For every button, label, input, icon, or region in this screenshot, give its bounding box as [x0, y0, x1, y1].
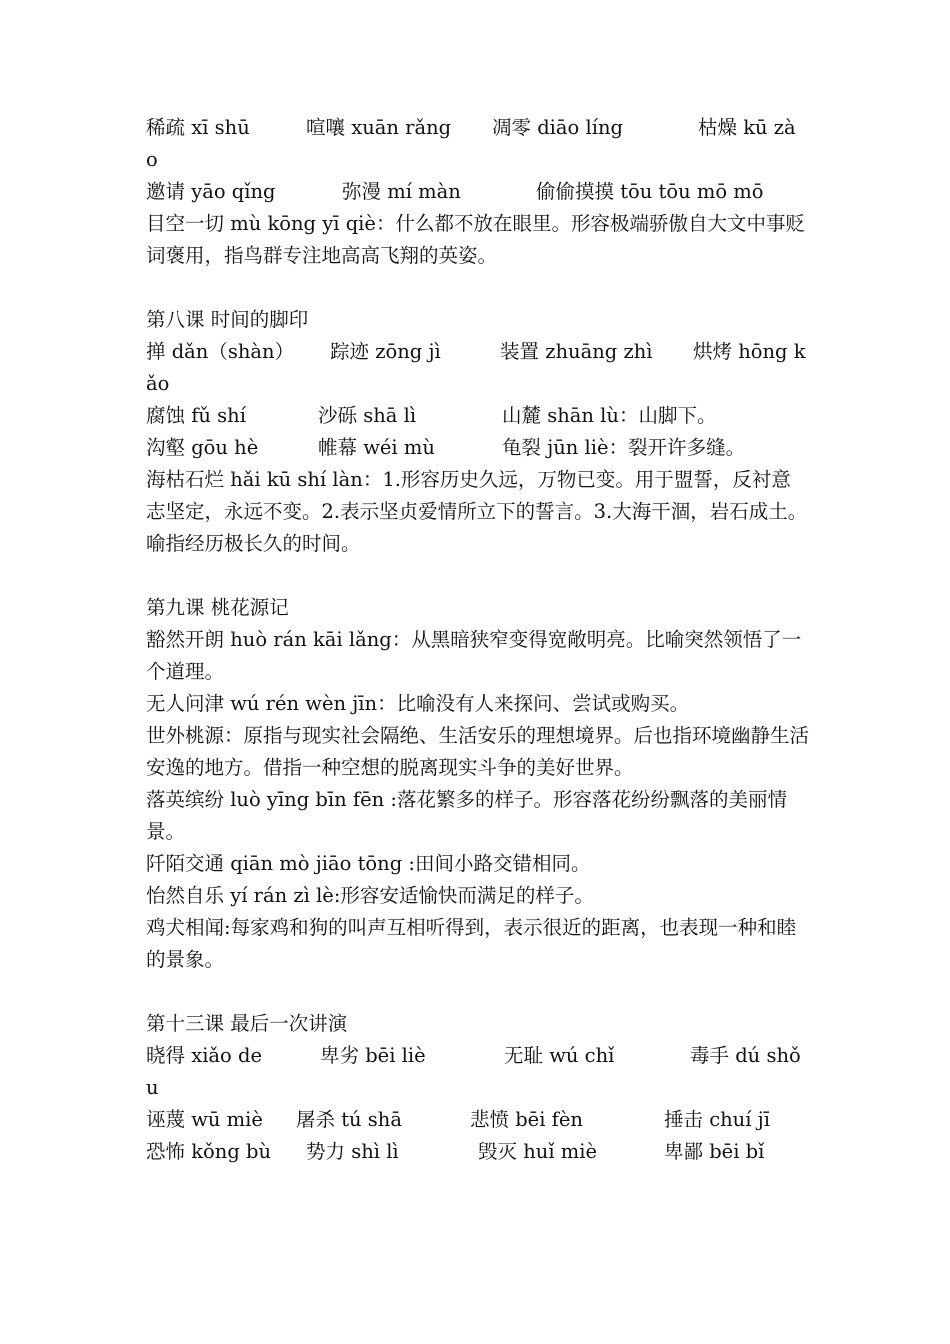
vocab-row-wrap: o	[146, 148, 158, 171]
vocab-item: 腐蚀 fǔ shí	[146, 404, 246, 427]
vocab-item: 沟壑 gōu hè	[146, 436, 259, 459]
vocab-item: 无耻 wú chǐ	[504, 1044, 615, 1067]
vocab-item: 凋零 diāo líng	[492, 116, 623, 139]
spacer	[146, 560, 810, 592]
definition-paragraph: 目空一切 mù kōng yī qiè：什么都不放在眼里。形容极端骄傲自大文中事贬词褒用，指鸟群专注地高高飞翔的英姿。	[146, 212, 805, 267]
vocab-row-wrap: u	[146, 1076, 159, 1099]
vocab-row	[146, 400, 810, 432]
definition-item: 阡陌交通 qiān mò jiāo tōng :田间小路交错相同。	[146, 852, 591, 875]
vocab-item: 悲愤 bēi fèn	[470, 1108, 583, 1131]
definition-item: 世外桃源：原指与现实社会隔绝、生活安乐的理想境界。后也指环境幽静生活安逸的地方。借指一种空想的脱离现实斗争的美好世界。	[146, 724, 810, 779]
vocab-item: 山麓 shān lù：山脚下。	[502, 404, 717, 427]
vocab-item: 毁灭 huǐ miè	[478, 1140, 598, 1163]
vocab-row	[146, 1104, 810, 1136]
vocab-row	[146, 336, 810, 368]
definition-item: 落英缤纷 luò yīng bīn fēn :落花繁多的样子。形容落花纷纷飘落的美丽情景。	[146, 788, 787, 843]
vocab-item: 势力 shì lì	[306, 1140, 399, 1163]
definition-item: 无人问津 wú rén wèn jīn：比喻没有人来探问、尝试或购买。	[146, 692, 690, 715]
definition-paragraph: 海枯石烂 hǎi kū shí làn：1.形容历史久远，万物已变。用于盟誓，反衬意志坚定，永远不变。2.表示坚贞爱情所立下的誓言。3.大海干涸，岩石成土。喻指经历极长久的时间。	[146, 468, 808, 555]
vocab-item: 沙砾 shā lì	[318, 404, 417, 427]
vocab-row	[146, 1040, 810, 1072]
vocab-item: 恐怖 kǒng bù	[146, 1140, 272, 1163]
vocab-item: 龟裂 jūn liè：裂开许多缝。	[502, 436, 746, 459]
vocab-row	[146, 432, 810, 464]
lesson-title: 第八课 时间的脚印	[146, 308, 309, 331]
vocab-item: 喧嚷 xuān rǎng	[306, 116, 452, 139]
vocab-item: 捶击 chuí jī	[664, 1108, 770, 1131]
vocab-row	[146, 176, 810, 208]
vocab-item: 帷幕 wéi mù	[318, 436, 435, 459]
vocab-item: 屠杀 tú shā	[296, 1108, 402, 1131]
document-page	[146, 112, 810, 1168]
vocab-item: 诬蔑 wū miè	[146, 1108, 263, 1131]
spacer	[146, 976, 810, 1008]
lesson-title: 第九课 桃花源记	[146, 596, 289, 619]
vocab-item: 掸 dǎn（shàn）	[146, 340, 295, 363]
vocab-item: 弥漫 mí màn	[342, 180, 461, 203]
spacer	[146, 272, 810, 304]
vocab-item: 稀疏 xī shū	[146, 116, 250, 139]
definition-item: 豁然开朗 huò rán kāi lǎng：从黑暗狭窄变得宽敞明亮。比喻突然领悟了一个道理。	[146, 628, 802, 683]
vocab-item: 晓得 xiǎo de	[146, 1044, 263, 1067]
vocab-row-wrap: ǎo	[146, 372, 170, 395]
vocab-item: 邀请 yāo qǐng	[146, 180, 276, 203]
definition-item: 鸡犬相闻:每家鸡和狗的叫声互相听得到，表示很近的距离，也表现一种和睦的景象。	[146, 916, 797, 971]
vocab-item: 踪迹 zōng jì	[330, 340, 441, 363]
vocab-row	[146, 1136, 810, 1168]
vocab-item: 偷偷摸摸 tōu tōu mō mō	[536, 180, 764, 203]
vocab-item: 卑劣 bēi liè	[320, 1044, 426, 1067]
lesson-title: 第十三课 最后一次讲演	[146, 1012, 348, 1035]
vocab-item: 烘烤 hōng k	[693, 340, 806, 363]
vocab-item: 卑鄙 bēi bǐ	[664, 1140, 765, 1163]
definition-item: 怡然自乐 yí rán zì lè:形容安适愉快而满足的样子。	[146, 884, 594, 907]
vocab-item: 枯燥 kū zà	[698, 116, 796, 139]
vocab-row	[146, 112, 810, 144]
vocab-item: 毒手 dú shǒ	[690, 1044, 801, 1067]
vocab-item: 装置 zhuāng zhì	[500, 340, 653, 363]
